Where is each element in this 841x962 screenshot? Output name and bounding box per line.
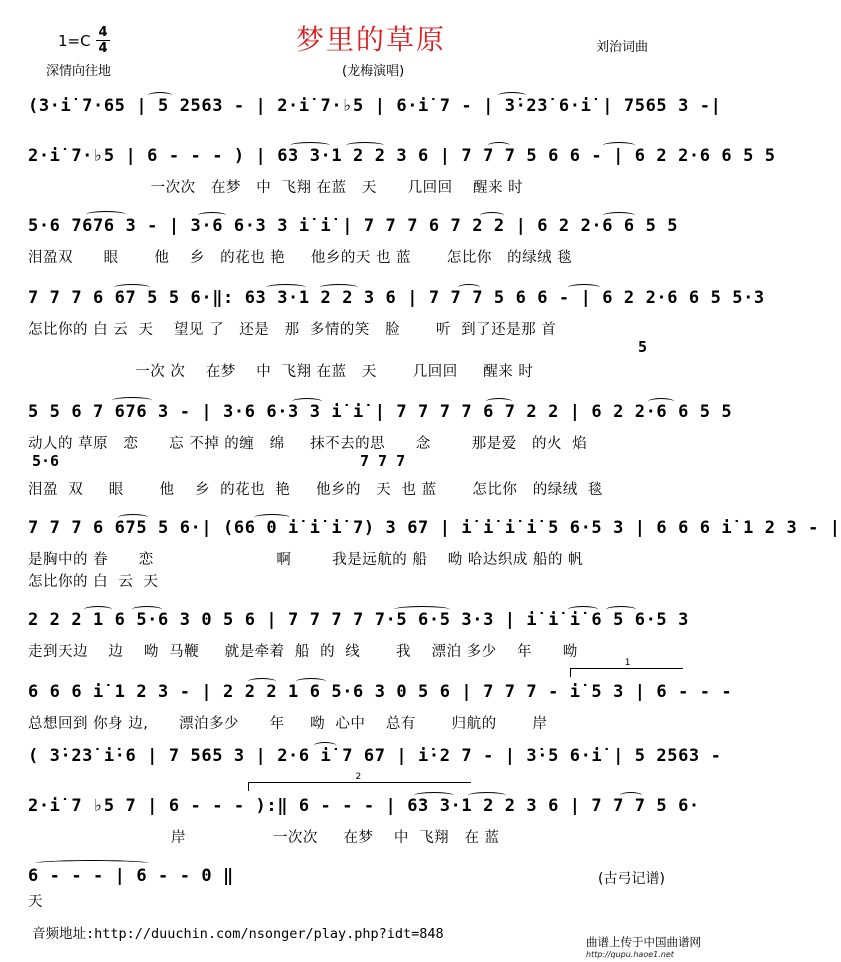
lyric-line: 总想回到 你身 边, 漂泊多少 年 呦 心中 总有 归航的 岸 bbox=[28, 716, 548, 732]
lyric-line: 一次 次 在梦 中 飞翔 在蓝 天 几回回 醒来 时 bbox=[28, 364, 534, 380]
notation-line: 7 7 7 6 675 5 6·| (66 0 i̇ i̇ i̇ 7) 3 67 | i̇ i̇ i̇ i̇ 5 6·5 3 | 6 6 6 i̇ 1 2 3 - | bbox=[28, 518, 841, 538]
lyric-line: 泪盈双 眼 他 乡 的花也 艳 他乡的天 也 蓝 怎比你 的绿绒 毯 bbox=[28, 250, 573, 266]
expression-marking: 深情向往地 bbox=[46, 64, 112, 79]
notation-line: 6 - - - | 6 - - 0 ‖ bbox=[28, 866, 234, 886]
lyric-line: 一次次 在梦 中 飞翔 在蓝 天 几回回 醒来 时 bbox=[28, 180, 524, 196]
composer-credit: 刘治词曲 bbox=[596, 40, 649, 55]
alternate-notes: 7 7 7 bbox=[360, 452, 406, 470]
notation-line: 2 2 2 1 6 5·6 3 0 5 6 | 7 7 7 7 7·5 6·5 3·3 | i̇ i̇ i̇ 6 5 6·5 3 bbox=[28, 610, 689, 630]
lyric-line: 怎比你的 白 云 天 bbox=[28, 574, 159, 590]
volta-bracket-1: 1 bbox=[570, 668, 683, 677]
notation-line: 6 6 6 i̇ 1 2 3 - | 2 2 2 1 6 5·6 3 0 5 6 | 7 7 7 - i̇ 5 3 | 6 - - - bbox=[28, 682, 733, 702]
singer-credit: (龙梅演唱) bbox=[342, 64, 405, 79]
lyric-line: 天 bbox=[28, 894, 43, 910]
alternate-note: 5 bbox=[638, 338, 648, 356]
song-title: 梦里的草原 bbox=[296, 23, 447, 56]
lyric-line: 泪盈 双 眼 他 乡 的花也 艳 他乡的 天 也 蓝 怎比你 的绿绒 毯 bbox=[28, 482, 603, 498]
audio-address bbox=[32, 922, 444, 942]
audio-link[interactable]: http://duuchin.com/nsonger/play.php?idt=848 bbox=[94, 926, 444, 942]
time-signature-bottom: 4 bbox=[98, 41, 108, 56]
volta-bracket-2: 2 bbox=[248, 782, 471, 791]
notation-line: 5 5 6 7 676 3 - | 3·6 6·3 3 i̇ i̇ | 7 7 7 7 6 7 2 2 | 6 2 2·6 6 5 5 bbox=[28, 402, 733, 422]
notation-line: 5·6 7676 3 - | 3·6 6·3 3 i̇ i̇ | 7 7 7 6 7 2 2 | 6 2 2·6 6 5 5 bbox=[28, 216, 679, 236]
notation-line: 2·i̇ 7 ♭5 7 | 6 - - - ):‖ 6 - - - | 63 3·1 2 2 3 6 | 7 7 7 5 6· bbox=[28, 796, 700, 816]
alternate-notes: 5·6 bbox=[32, 452, 60, 470]
lyric-line: 是胸中的 眷 恋 啊 我是远航的 船 呦 哈达织成 船的 帆 bbox=[28, 552, 584, 568]
lyric-line: 怎比你的 白 云 天 望见 了 还是 那 多情的笑 脸 听 到了还是那 首 bbox=[28, 322, 557, 338]
audio-label: 音频地址: bbox=[32, 926, 95, 942]
notation-line: 2·i̇ 7·♭5 | 6 - - - ) | 63 3·1 2 2 3 6 | 7 7 7 5 6 6 - | 6 2 2·6 6 5 5 bbox=[28, 146, 776, 166]
notation-line: (3·i̇ 7·65 | 5 2563 - | 2·i̇ 7·♭5 | 6·i̇ 7 - | 3̇·23̇ 6·i̇ | 7565 3 -| bbox=[28, 96, 722, 116]
upload-site: http://qupu.haoe1.net bbox=[586, 950, 674, 959]
time-signature-top: 4 bbox=[98, 25, 108, 40]
time-signature bbox=[96, 26, 110, 55]
upload-note: 曲谱上传于中国曲谱网 bbox=[586, 935, 701, 949]
lyric-line: 走到天边 边 呦 马鞭 就是牵着 船 的 线 我 漂泊 多少 年 呦 bbox=[28, 644, 578, 660]
notator-credit: (古弓记谱) bbox=[598, 871, 665, 887]
lyric-line: 岸 一次次 在梦 中 飞翔 在 蓝 bbox=[28, 830, 500, 846]
lyric-line: 动人的 草原 恋 忘 不掉 的缠 绵 抹不去的思 念 那是爱 的火 焰 bbox=[28, 436, 588, 452]
notation-line: ( 3̇·23̇ i̇·6 | 7 565 3 | 2·6 i̇ 7 67 | i̇·2 7 - | 3̇·5 6·i̇ | 5 2563 - bbox=[28, 746, 722, 766]
notation-line: 7 7 7 6 67 5 5 6·‖: 63 3·1 2 2 3 6 | 7 7 7 5 6 6 - | 6 2 2·6 6 5 5·3 bbox=[28, 288, 765, 308]
key-signature: 1=C bbox=[58, 32, 91, 50]
